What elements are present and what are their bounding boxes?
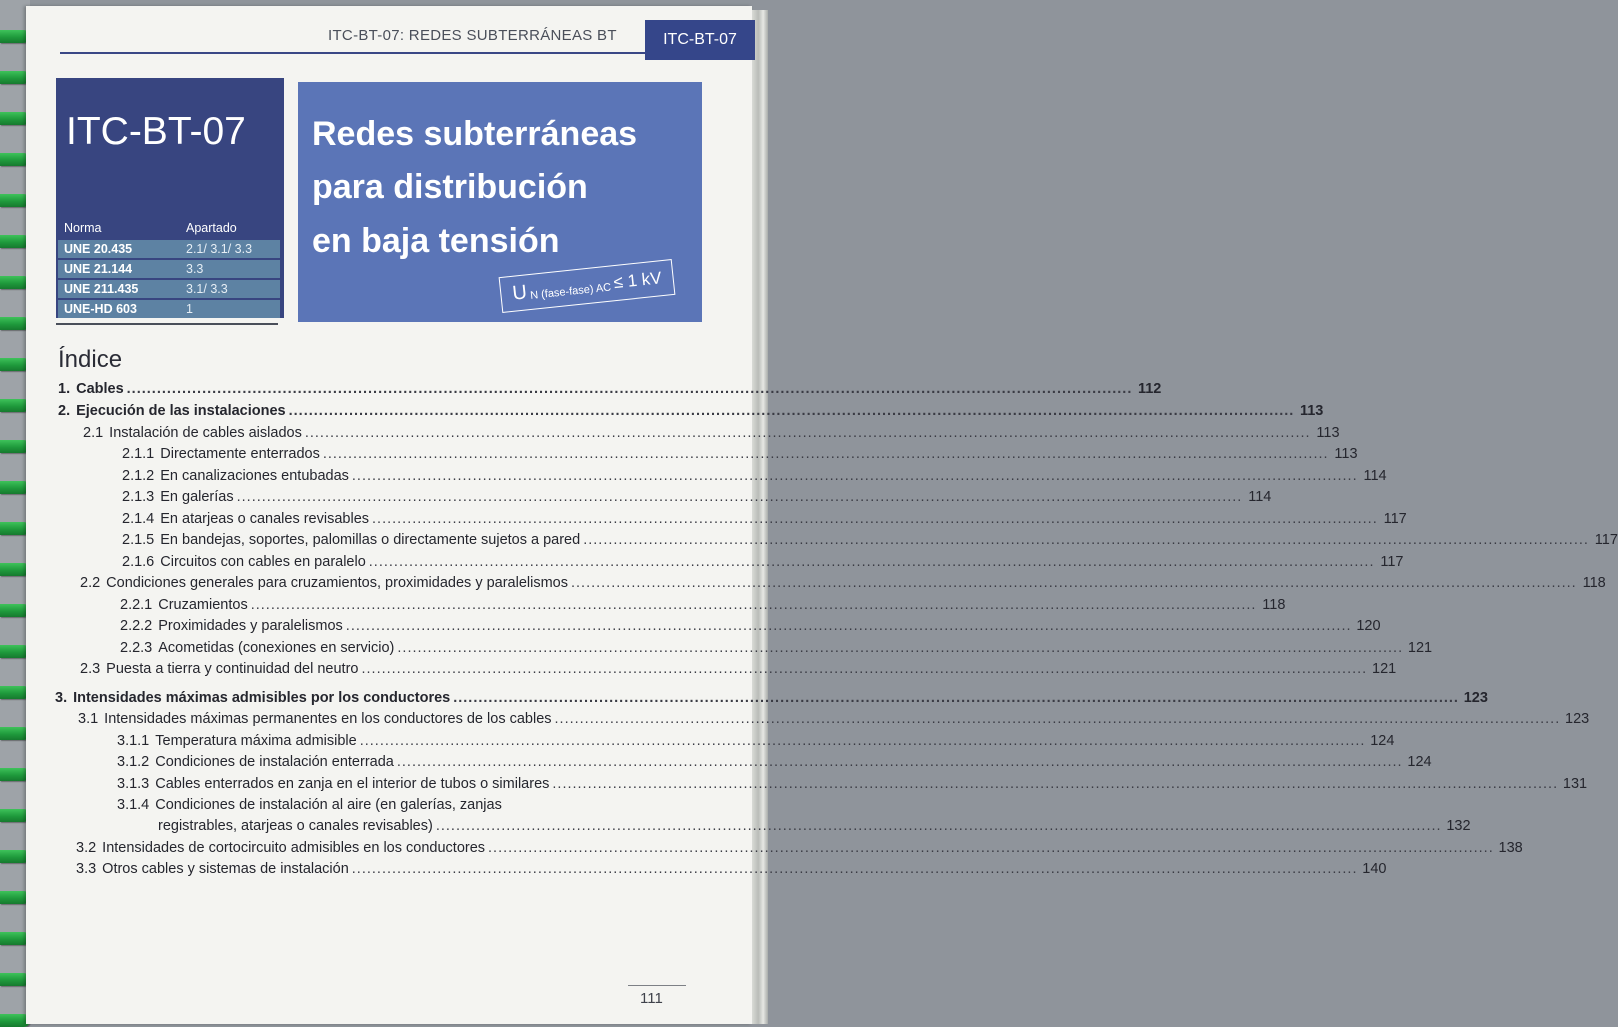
toc-entry-number: 2.2 (80, 575, 101, 591)
toc-entry (55, 690, 1488, 706)
toc-dot-leader: ........................................................................................................................................................................................................ (351, 861, 1358, 877)
toc-entry (122, 532, 1618, 548)
toc-entry-page: 117 (1380, 554, 1404, 570)
toc-entry-title: Directamente enterrados (160, 446, 320, 462)
toc-entry (78, 711, 1590, 727)
toc-entry-page: 117 (1383, 511, 1407, 527)
toc-entry-number: 3. (55, 690, 68, 706)
header-tab: ITC-BT-07 (645, 20, 755, 60)
toc-entry-page: 114 (1363, 468, 1387, 484)
toc-entry-title: Circuitos con cables en paralelo (160, 554, 366, 570)
toc-entry-title: Intensidades máximas admisibles por los conductores (73, 690, 451, 706)
toc-entry-number: 3.3 (76, 861, 97, 877)
toc-entry-title: En galerías (160, 489, 234, 505)
toc-entry-title: Condiciones de instalación enterrada (155, 754, 394, 770)
toc-entry-title: En bandejas, soportes, palomillas o directamente sujetos a pared (160, 532, 581, 548)
toc-entry (117, 797, 676, 813)
toc-entry (122, 446, 1358, 462)
norma-cell: UNE-HD 603 (58, 299, 180, 318)
toc-entry-page: 138 (1498, 840, 1523, 856)
table-row (58, 299, 280, 318)
toc-dot-leader: ........................................................................................................................................................................................................ (396, 754, 1403, 770)
toc-entry-title: Intensidades de cortocircuito admisibles en los conductores (102, 840, 486, 856)
page-number: 111 (640, 990, 663, 1007)
col-header-norma: Norma (58, 218, 180, 239)
toc-entry-page: 118 (1582, 575, 1606, 591)
norma-cell: UNE 20.435 (58, 239, 180, 259)
running-header: ITC-BT-07: REDES SUBTERRÁNEAS BT (328, 27, 617, 44)
toc-entry-number: 2.2.1 (120, 597, 153, 613)
formula-subscript: N (fase-fase) AC (529, 281, 612, 302)
toc-entry-number: 3.1.4 (117, 797, 150, 813)
table-row (58, 279, 280, 299)
toc-entry-title: Temperatura máxima admisible (155, 733, 357, 749)
toc-entry-page: 123 (1463, 690, 1488, 706)
toc-entry (122, 554, 1404, 570)
apartado-cell: 1 (180, 299, 280, 318)
toc-entry-page: 131 (1562, 776, 1588, 792)
toc-entry-page: 124 (1370, 733, 1395, 749)
toc-entry-number: 3.2 (76, 840, 97, 856)
toc-entry-title: registrables, atarjeas o canales revisables) (158, 818, 433, 834)
toc-entry-title: Puesta a tierra y continuidad del neutro (106, 661, 359, 677)
toc-dot-leader: ........................................................................................................................................................................................................ (488, 840, 1494, 856)
toc-dot-leader: ........................................................................................................................................................................................................ (126, 381, 1133, 397)
title-line-2: para distribución (312, 168, 588, 206)
toc-entry-number: 2.1.4 (122, 511, 155, 527)
title-line-3: en baja tensión (312, 222, 560, 260)
toc-dot-leader: ........................................................................................................................................................................................................ (322, 446, 1329, 462)
toc-dot-leader: ........................................................................................................................................................................................................ (552, 776, 1559, 792)
norma-cell: UNE 211.435 (58, 279, 180, 299)
toc-entry-title: Condiciones de instalación al aire (en galerías, zanjas (155, 797, 502, 813)
toc-entry (83, 425, 1340, 441)
norma-cell: UNE 21.144 (58, 259, 180, 279)
toc-entry (120, 618, 1381, 634)
toc-entry-number: 2.1.5 (122, 532, 155, 548)
index-rule (56, 323, 278, 325)
toc-entry-page: 113 (1316, 425, 1340, 441)
toc-entry (80, 661, 1397, 677)
formula-symbol: U (511, 280, 528, 305)
toc-dot-leader: ........................................................................................................................................................................................................ (368, 554, 1375, 570)
toc-entry (76, 840, 1523, 856)
toc-entry-page: 113 (1334, 446, 1358, 462)
toc-entry-title: Ejecución de las instalaciones (76, 403, 286, 419)
toc-dot-leader: ........................................................................................................................................................................................................ (372, 511, 1378, 527)
toc-entry (122, 489, 1272, 505)
toc-entry-page: 140 (1362, 861, 1387, 877)
toc-dot-leader: ........................................................................................................................................................................................................ (250, 597, 1257, 613)
toc-entry (120, 597, 1286, 613)
toc-entry-page: 117 (1594, 532, 1618, 548)
toc-entry (117, 733, 1395, 749)
toc-entry-number: 2.2.2 (120, 618, 153, 634)
toc-entry-number: 3.1.3 (117, 776, 150, 792)
toc-dot-leader: ........................................................................................................................................................................................................ (359, 733, 1366, 749)
toc-entry-title: Acometidas (conexiones en servicio) (158, 640, 395, 656)
index-heading: Índice (58, 346, 123, 373)
toc-dot-leader: ........................................................................................................................................................................................................ (304, 425, 1311, 441)
toc-entry-page: 121 (1407, 640, 1433, 656)
toc-entry (80, 575, 1606, 591)
toc-entry-page: 114 (1248, 489, 1272, 505)
toc-entry-number: 2.1.3 (122, 489, 155, 505)
toc-dot-leader: ........................................................................................................................................................................................................ (288, 403, 1295, 419)
code-title: ITC-BT-07 (66, 110, 246, 153)
formula-limit: ≤ 1 kV (612, 268, 663, 293)
toc-dot-leader: ........................................................................................................................................................................................................ (236, 489, 1243, 505)
toc-entry-number: 3.1.1 (117, 733, 150, 749)
toc-entry-page: 120 (1356, 618, 1381, 634)
title-line-1: Redes subterráneas (312, 115, 638, 153)
toc-entry-number: 2.3 (80, 661, 101, 677)
toc-entry-title: En atarjeas o canales revisables (160, 511, 370, 527)
toc-entry (117, 754, 1432, 770)
toc-dot-leader: ........................................................................................................................................................................................................ (583, 532, 1589, 548)
toc-entry-title: Condiciones generales para cruzamientos, proximidades y paralelismos (106, 575, 568, 591)
toc-dot-leader: ........................................................................................................................................................................................................ (435, 818, 1442, 834)
standards-table (58, 218, 280, 318)
apartado-cell: 3.3 (180, 259, 280, 279)
apartado-cell: 2.1/ 3.1/ 3.3 (180, 239, 280, 259)
toc-entry-page: 121 (1372, 661, 1397, 677)
toc-entry (122, 511, 1407, 527)
toc-entry (158, 818, 1471, 834)
toc-dot-leader: ........................................................................................................................................................................................................ (361, 661, 1368, 677)
apartado-cell: 3.1/ 3.3 (180, 279, 280, 299)
toc-entry-title: Cables enterrados en zanja en el interior de tubos o similares (155, 776, 550, 792)
toc-entry-title: Cruzamientos (158, 597, 248, 613)
toc-entry-number: 2. (58, 403, 71, 419)
footer-rule (628, 985, 686, 986)
toc-entry-number: 2.1.2 (122, 468, 155, 484)
toc-entry (120, 640, 1433, 656)
toc-entry (58, 381, 1162, 397)
toc-entry-page: 132 (1446, 818, 1471, 834)
toc-entry-page: 124 (1407, 754, 1432, 770)
toc-entry-title: Instalación de cables aislados (109, 425, 302, 441)
toc-entry-number: 2.1.6 (122, 554, 155, 570)
toc-dot-leader: ........................................................................................................................................................................................................ (554, 711, 1561, 727)
toc-entry (117, 776, 1588, 792)
toc-dot-leader: ........................................................................................................................................................................................................ (397, 640, 1404, 656)
toc-entry-title: Proximidades y paralelismos (158, 618, 343, 634)
table-row (58, 259, 280, 279)
toc-entry-page: 112 (1137, 381, 1162, 397)
toc-entry-title: Intensidades máximas permanentes en los conductores de los cables (104, 711, 552, 727)
toc-entry-number: 2.2.3 (120, 640, 153, 656)
toc-dot-leader: ........................................................................................................................................................................................................ (345, 618, 1352, 634)
toc-entry-number: 2.1.1 (122, 446, 155, 462)
toc-dot-leader: ........................................................................................................................................................................................................ (351, 468, 1358, 484)
toc-entry-number: 3.1.2 (117, 754, 150, 770)
toc-entry-number: 1. (58, 381, 71, 397)
toc-dot-leader: ........................................................................................................................................................................................................ (570, 575, 1577, 591)
toc-entry-title: Otros cables y sistemas de instalación (102, 861, 349, 877)
toc-dot-leader: ........................................................................................................................................................................................................ (453, 690, 1459, 706)
table-row (58, 239, 280, 259)
toc-entry-title: Cables (76, 381, 124, 397)
toc-entry-number: 3.1 (78, 711, 99, 727)
toc-entry-title: En canalizaciones entubadas (160, 468, 349, 484)
toc-entry-number: 2.1 (83, 425, 104, 441)
toc-entry-page: 118 (1262, 597, 1286, 613)
header-rule (60, 52, 645, 54)
col-header-apartado: Apartado (180, 218, 280, 239)
toc-entry (58, 403, 1324, 419)
toc-entry-page: 123 (1565, 711, 1590, 727)
toc-entry (76, 861, 1387, 877)
toc-entry (122, 468, 1387, 484)
toc-entry-page: 113 (1299, 403, 1324, 419)
